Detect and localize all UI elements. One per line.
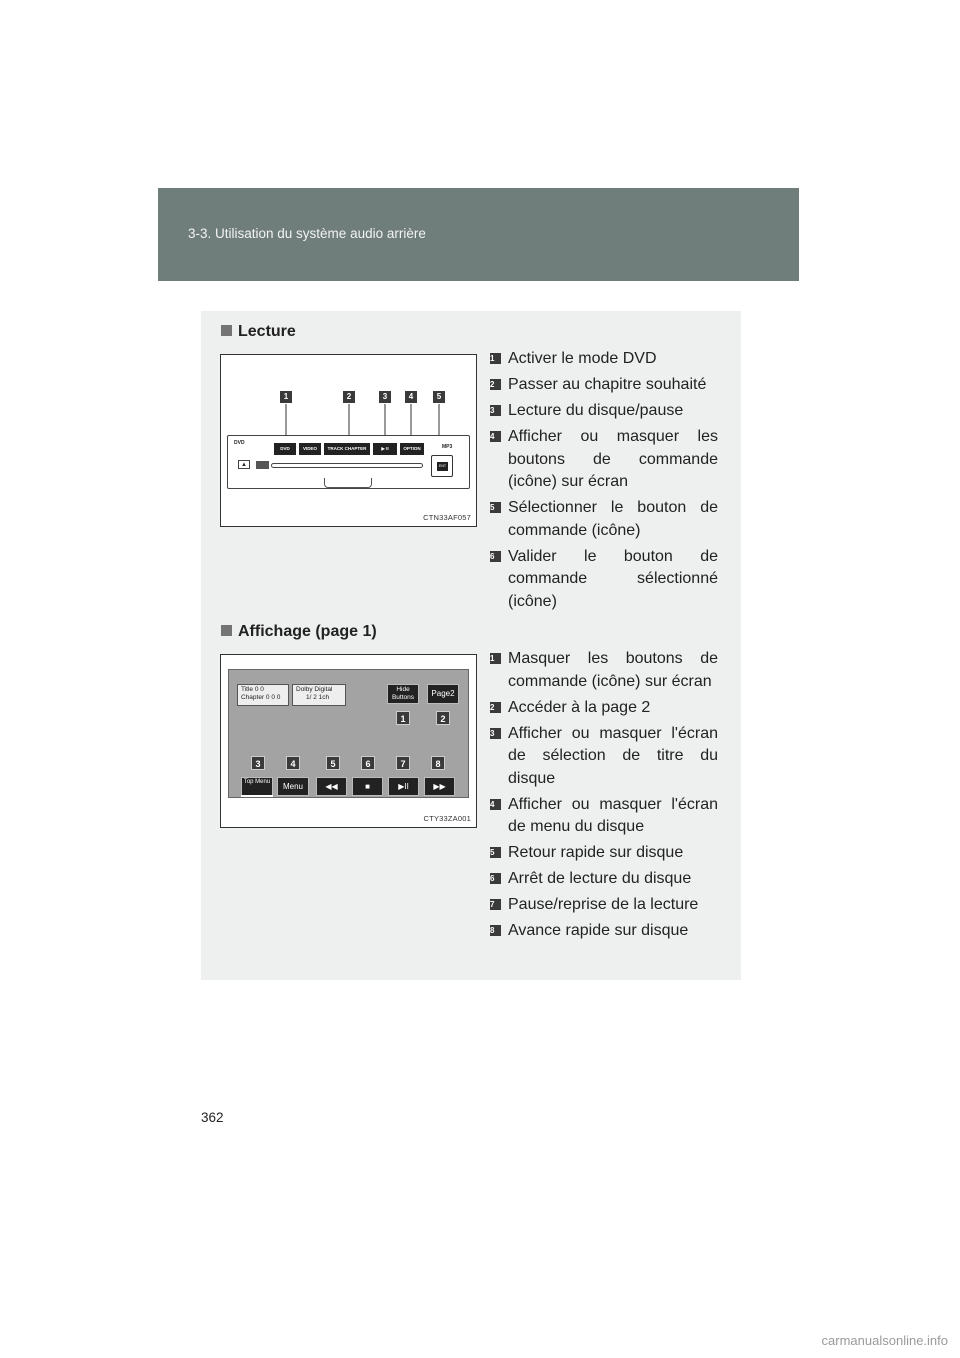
audio-channel: 1/ 2 1ch xyxy=(306,694,330,701)
item-number: 2 xyxy=(490,702,501,713)
option-button[interactable]: OPTION xyxy=(400,443,424,455)
item-text: Avance rapide sur disque xyxy=(508,922,689,939)
list-item xyxy=(490,546,718,614)
play-pause-button[interactable]: ▶II xyxy=(388,777,419,796)
list-item xyxy=(490,497,718,542)
menu-button[interactable]: Menu xyxy=(277,777,309,796)
item-number: 4 xyxy=(490,431,501,442)
figure-code: CTY33ZA001 xyxy=(423,814,471,823)
section1-item-list xyxy=(490,348,718,617)
stop-button[interactable]: ■ xyxy=(352,777,383,796)
callout-4: 4 xyxy=(286,756,300,770)
title-readout: Title 0 0 xyxy=(241,686,264,693)
track-chapter-button[interactable]: TRACK CHAPTER xyxy=(324,443,370,455)
unit-lip xyxy=(324,478,372,488)
callout-1: 1 xyxy=(396,711,410,725)
page-number: 362 xyxy=(201,1110,224,1125)
item-number: 5 xyxy=(490,847,501,858)
list-item xyxy=(490,374,718,397)
item-number: 2 xyxy=(490,379,501,390)
section2-item-list xyxy=(490,648,718,946)
list-item xyxy=(490,400,718,423)
content-panel xyxy=(201,311,741,980)
mp3-label: MP3 xyxy=(442,444,453,450)
dvd-logo: DVD xyxy=(234,440,245,446)
square-bullet-icon xyxy=(221,325,232,336)
item-number: 3 xyxy=(490,405,501,416)
item-number: 1 xyxy=(490,353,501,364)
section-breadcrumb: 3-3. Utilisation du système audio arrière xyxy=(188,226,426,241)
item-number: 1 xyxy=(490,653,501,664)
header-band xyxy=(158,188,799,281)
list-item xyxy=(490,426,718,494)
callout-2: 2 xyxy=(436,711,450,725)
item-text: Lecture du disque/pause xyxy=(508,402,684,419)
callout-7: 7 xyxy=(396,756,410,770)
dvd-button[interactable]: DVD xyxy=(274,443,296,455)
item-text: Sélectionner le bouton de commande (icône) xyxy=(508,499,718,539)
rewind-button[interactable]: ◀◀ xyxy=(316,777,347,796)
item-text: Arrêt de lecture du disque xyxy=(508,870,692,887)
screen-display-figure xyxy=(220,654,477,828)
item-number: 3 xyxy=(490,728,501,739)
direction-pad[interactable] xyxy=(431,455,453,477)
item-text: Activer le mode DVD xyxy=(508,350,657,367)
page2-button[interactable]: Page2 xyxy=(427,684,459,704)
hide-buttons-button[interactable]: Hide Buttons xyxy=(387,684,419,704)
list-item xyxy=(490,648,718,693)
callout-2: 2 xyxy=(343,391,355,403)
dvd-player-unit xyxy=(227,435,470,489)
callout-3: 3 xyxy=(379,391,391,403)
list-item xyxy=(490,794,718,839)
callout-5: 5 xyxy=(433,391,445,403)
section-heading-lecture xyxy=(221,323,296,341)
item-number: 7 xyxy=(490,899,501,910)
item-text: Afficher ou masquer les boutons de commande (icône) sur écran xyxy=(508,428,718,490)
top-menu-button[interactable]: Top Menu xyxy=(241,777,273,796)
enter-button[interactable]: ENT xyxy=(437,462,448,471)
item-text: Valider le bouton de commande sélectionné (icône) xyxy=(508,547,718,610)
callout-3: 3 xyxy=(251,756,265,770)
item-text: Afficher ou masquer l'écran de menu du disque xyxy=(508,795,718,835)
figure-code: CTN33AF057 xyxy=(423,513,471,522)
callout-8: 8 xyxy=(431,756,445,770)
list-item xyxy=(490,868,718,891)
item-text: Pause/reprise de la lecture xyxy=(508,896,699,913)
heading-text: Affichage (page 1) xyxy=(238,623,377,640)
callout-4: 4 xyxy=(405,391,417,403)
item-number: 6 xyxy=(490,551,501,562)
watermark: carmanualsonline.info xyxy=(821,1333,948,1348)
audio-format: Dolby Digital xyxy=(296,686,333,693)
eject-button[interactable]: ▲ xyxy=(238,460,250,469)
dvd-player-figure xyxy=(220,354,477,527)
item-number: 8 xyxy=(490,925,501,936)
callout-5: 5 xyxy=(326,756,340,770)
item-number: 6 xyxy=(490,873,501,884)
section-heading-affichage xyxy=(221,623,377,641)
list-item xyxy=(490,920,718,943)
heading-text: Lecture xyxy=(238,323,296,340)
square-bullet-icon xyxy=(221,625,232,636)
item-text: Passer au chapitre souhaité xyxy=(508,376,707,393)
title-chapter-box xyxy=(237,684,289,706)
chapter-readout: Chapter 0 0 0 xyxy=(241,694,281,701)
list-item xyxy=(490,723,718,791)
item-text: Accéder à la page 2 xyxy=(508,698,651,716)
item-text: Afficher ou masquer l'écran de sélection de titre du disque xyxy=(508,724,718,787)
fast-forward-button[interactable]: ▶▶ xyxy=(424,777,455,796)
callout-1: 1 xyxy=(280,391,292,403)
play-pause-button[interactable]: ▶ II xyxy=(373,443,397,455)
item-text: Retour rapide sur disque xyxy=(508,844,684,861)
disc-button[interactable] xyxy=(256,461,269,469)
audio-info-box xyxy=(292,684,346,706)
item-number: 4 xyxy=(490,799,501,810)
list-item xyxy=(490,697,718,720)
video-button[interactable]: VIDEO xyxy=(299,443,321,455)
list-item xyxy=(490,842,718,865)
callout-6: 6 xyxy=(361,756,375,770)
item-number: 5 xyxy=(490,502,501,513)
disc-slot xyxy=(271,463,423,468)
list-item xyxy=(490,348,718,371)
list-item xyxy=(490,894,718,917)
selection-underline xyxy=(241,795,273,797)
item-text: Masquer les boutons de commande (icône) sur écran xyxy=(508,650,718,690)
screen-display xyxy=(228,669,469,798)
